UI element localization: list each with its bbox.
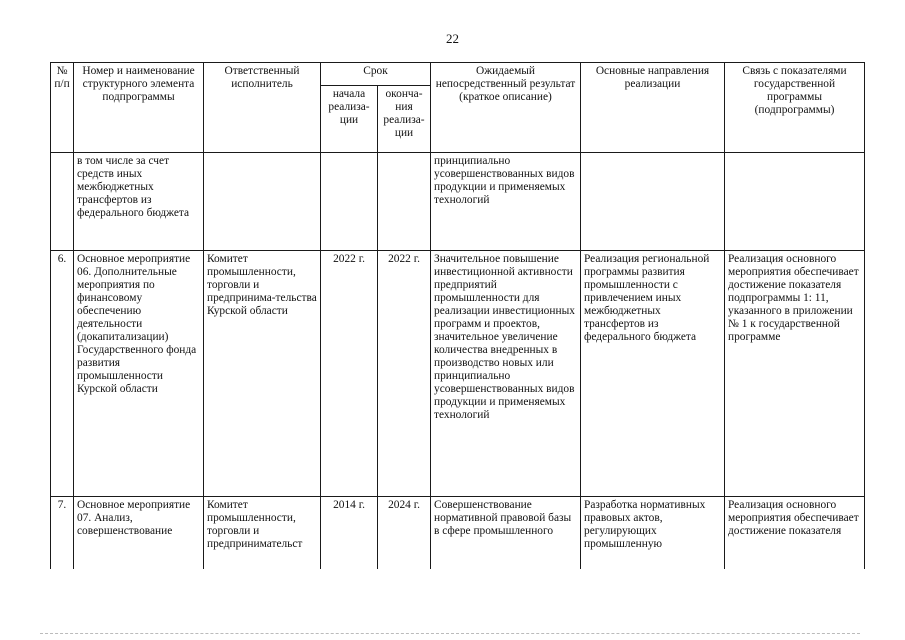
row-start: 2022 г. — [321, 251, 378, 497]
table-row — [51, 497, 865, 570]
header-directions: Основные направления реализации — [581, 63, 725, 153]
row-start — [321, 153, 378, 251]
table-row — [51, 153, 865, 251]
row-executor: Комитет промышленности, торговли и предпринимательст — [204, 497, 321, 570]
row-end: 2022 г. — [378, 251, 431, 497]
row-name: в том числе за счет средств иных межбюджетных трансфертов из федерального бюджета — [74, 153, 204, 251]
header-row — [51, 63, 865, 86]
row-num — [51, 153, 74, 251]
row-directions: Реализация региональной программы развития промышленности с привлечением иных межбюджетных трансфертов из федерального бюджета — [581, 251, 725, 497]
row-link: Реализация основного мероприятия обеспечивает достижение показателя подпрограммы 1: 11, указанного в приложении № 1 к государственной программе — [725, 251, 865, 497]
header-num: № п/п — [51, 63, 74, 153]
row-executor — [204, 153, 321, 251]
header-term-end: оконча-ния реализа-ции — [378, 86, 431, 153]
row-result: принципиально усовершенствованных видов продукции и применяемых технологий — [431, 153, 581, 251]
header-executor: Ответственный исполнитель — [204, 63, 321, 153]
row-result: Совершенствование нормативной правовой базы в сфере промышленного — [431, 497, 581, 570]
row-num: 6. — [51, 251, 74, 497]
row-directions — [581, 153, 725, 251]
header-result: Ожидаемый непосредственный результат (краткое описание) — [431, 63, 581, 153]
row-num: 7. — [51, 497, 74, 570]
table-row — [51, 251, 865, 497]
row-name: Основное мероприятие 07. Анализ, совершенствование — [74, 497, 204, 570]
header-term: Срок — [321, 63, 431, 86]
row-end: 2024 г. — [378, 497, 431, 570]
row-executor: Комитет промышленности, торговли и предпринима-тельства Курской области — [204, 251, 321, 497]
activities-table — [50, 62, 865, 569]
row-name: Основное мероприятие 06. Дополнительные мероприятия по финансовому обеспечению деятельности (докапитализации) Государственного фонда развития промышленности Курской области — [74, 251, 204, 497]
header-term-start: начала реализа-ции — [321, 86, 378, 153]
header-name: Номер и наименование структурного элемента подпрограммы — [74, 63, 204, 153]
row-end — [378, 153, 431, 251]
row-result: Значительное повышение инвестиционной активности предприятий промышленности для реализации инвестиционных программ и проектов, значительное увеличение количества внедренных в производство новых или принципиально усовершенствованных видов продукции и применяемых технологий — [431, 251, 581, 497]
scan-artifact-line — [40, 633, 860, 636]
header-link: Связь с показателями государственной программы (подпрограммы) — [725, 63, 865, 153]
row-directions: Разработка нормативных правовых актов, регулирующих промышленную — [581, 497, 725, 570]
page-number: 22 — [446, 31, 459, 46]
row-link: Реализация основного мероприятия обеспечивает достижение показателя — [725, 497, 865, 570]
row-start: 2014 г. — [321, 497, 378, 570]
row-link — [725, 153, 865, 251]
